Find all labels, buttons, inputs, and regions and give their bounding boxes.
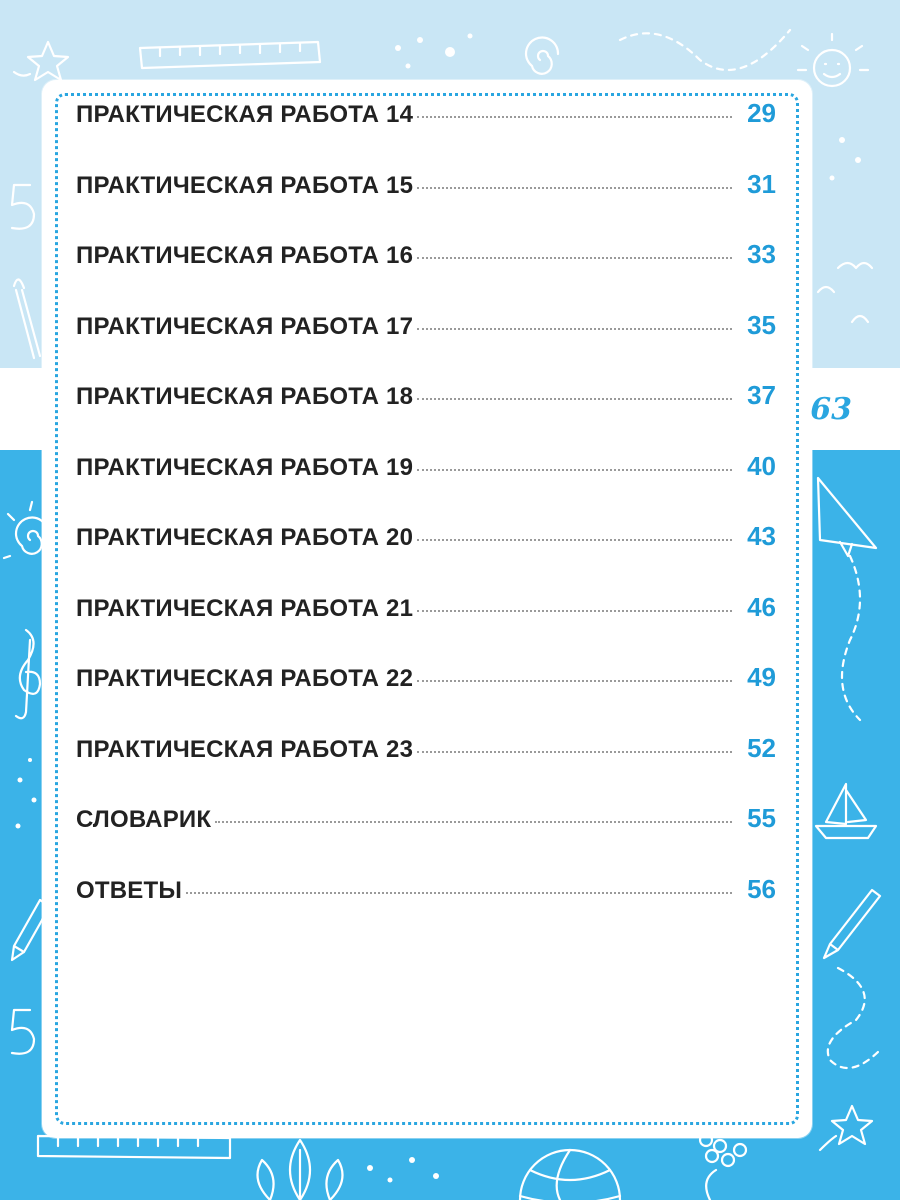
toc-leader-dots [215, 820, 732, 823]
toc-leader-dots [417, 609, 732, 612]
ruler-icon [140, 42, 320, 68]
toc-entry-page: 37 [747, 380, 776, 410]
number-five-icon-bottom [12, 1010, 34, 1054]
toc-entry-title: ПРАКТИЧЕСКАЯ РАБОТА 15 [76, 171, 414, 199]
toc-leader-dots [417, 115, 732, 118]
toc-leader-dots [186, 891, 732, 894]
treble-clef-icon [16, 630, 40, 718]
toc-entry-title: ПРАКТИЧЕСКАЯ РАБОТА 21 [76, 594, 414, 622]
bird-doodle [838, 263, 872, 268]
toc-entry-page: 40 [747, 450, 776, 481]
toc-leader-dots [417, 750, 732, 753]
toc-entry-page: 56 [747, 873, 776, 904]
toc-entry-title: ПРАКТИЧЕСКАЯ РАБОТА 22 [76, 665, 414, 692]
sailboat-icon [816, 784, 876, 838]
toc-entry[interactable] [76, 733, 776, 804]
toc-entry-page: 46 [747, 591, 776, 622]
toc-entry[interactable] [76, 98, 776, 169]
toc-entry[interactable] [76, 592, 776, 663]
toc-entry-page: 43 [747, 521, 776, 551]
toc-entry-page: 49 [747, 662, 776, 692]
toc-leader-dots [417, 679, 732, 682]
star-icon-bottom [820, 1106, 872, 1150]
toc-entry[interactable] [76, 310, 776, 381]
toc-entry[interactable] [76, 874, 776, 945]
paper-plane-icon [818, 478, 876, 720]
table-of-contents [76, 98, 776, 944]
leaf-icon [258, 1140, 343, 1200]
toc-entry-page: 31 [747, 168, 776, 199]
toc-leader-dots [417, 327, 732, 330]
toc-entry[interactable] [76, 380, 776, 451]
toc-leader-dots [417, 468, 732, 471]
toc-entry-title: СЛОВАРИК [76, 806, 212, 833]
toc-entry-page: 52 [747, 732, 776, 763]
star-icon [14, 42, 68, 80]
toc-leader-dots [417, 397, 732, 400]
toc-entry[interactable] [76, 662, 776, 733]
sun-icon [798, 34, 868, 86]
toc-entry-title: ОТВЕТЫ [76, 876, 183, 904]
number-five-icon [12, 185, 34, 229]
toc-entry-title: ПРАКТИЧЕСКАЯ РАБОТА 20 [76, 524, 414, 551]
toc-entry[interactable] [76, 521, 776, 592]
paintbrush-icon [14, 279, 40, 358]
toc-entry-title: ПРАКТИЧЕСКАЯ РАБОТА 18 [76, 383, 414, 410]
toc-entry-title: ПРАКТИЧЕСКАЯ РАБОТА 23 [76, 735, 414, 763]
toc-entry-title: ПРАКТИЧЕСКАЯ РАБОТА 17 [76, 312, 414, 340]
toc-entry[interactable] [76, 451, 776, 522]
toc-entry-title: ПРАКТИЧЕСКАЯ РАБОТА 16 [76, 242, 414, 269]
ball-icon [520, 1150, 620, 1200]
page-number: 63 [810, 392, 852, 427]
dashed-path [620, 30, 790, 70]
swirl-icon [526, 38, 558, 74]
toc-entry[interactable] [76, 803, 776, 874]
toc-entry-page: 35 [747, 309, 776, 340]
toc-entry-page: 55 [747, 803, 776, 833]
toc-entry[interactable] [76, 239, 776, 310]
toc-leader-dots [417, 256, 732, 259]
dots-decoration [395, 34, 473, 69]
toc-leader-dots [417, 538, 732, 541]
toc-entry-title: ПРАКТИЧЕСКАЯ РАБОТА 19 [76, 453, 414, 481]
toc-entry-title: ПРАКТИЧЕСКАЯ РАБОТА 14 [76, 101, 414, 128]
toc-leader-dots [417, 186, 732, 189]
pencil-icon [824, 890, 880, 1068]
toc-entry[interactable] [76, 169, 776, 240]
toc-entry-page: 33 [747, 239, 776, 269]
toc-entry-page: 29 [747, 98, 776, 128]
ruler-icon-bottom [38, 1136, 230, 1158]
